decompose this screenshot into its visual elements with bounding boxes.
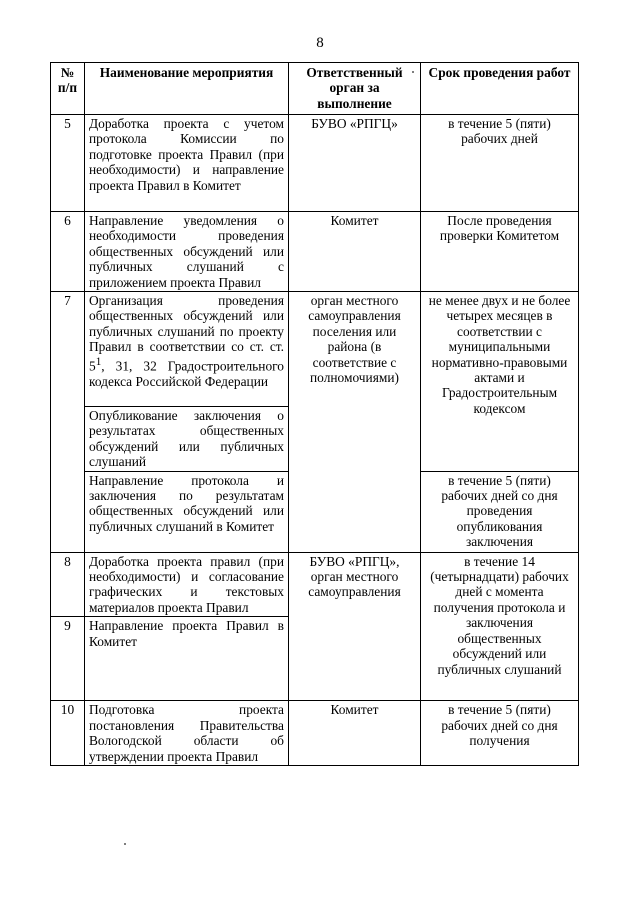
cell-term: в течение 5 (пяти) рабочих дней	[421, 115, 579, 212]
scan-speck	[124, 843, 126, 845]
cell-num: 9	[51, 617, 85, 701]
cell-name	[85, 292, 289, 407]
cell-term: не менее двух и не более четырех месяцев в соответствии с муниципальными нормативно-правовыми актами и Градостроительным кодексом	[421, 292, 579, 472]
cell-num: 8	[51, 552, 85, 617]
cell-term: После проведения проверки Комитетом	[421, 212, 579, 292]
cell-responsible: Комитет	[289, 212, 421, 292]
cell-term: в течение 5 (пяти) рабочих дней со дня получения	[421, 701, 579, 766]
header-term: Срок проведения работ	[421, 63, 579, 115]
cell-name: Подготовка проекта постановления Правительства Вологодской области об утверждении проекта Правил	[85, 701, 289, 766]
cell-name: Доработка проекта правил (при необходимости) и согласование графических и текстовых материалов проекта Правил	[85, 552, 289, 617]
cell-num: 5	[51, 115, 85, 212]
cell-responsible: БУВО «РПГЦ»	[289, 115, 421, 212]
cell-term: в течение 14 (четырнадцати) рабочих дней с момента получения протокола и заключения общественных обсуждений или публичных слушаний	[421, 552, 579, 701]
header-num: № п/п	[51, 63, 85, 115]
table-row	[51, 701, 579, 766]
cell-name: Направление уведомления о необходимости проведения общественных обсуждений или публичных слушаний с приложением проекта Правил	[85, 212, 289, 292]
table-header-row	[51, 63, 579, 115]
cell-num: 6	[51, 212, 85, 292]
cell-name-text: Организация проведения общественных обсуждений или публичных слушаний по проекту Правил в соответствии со ст. ст. 5	[89, 293, 284, 374]
table-row	[51, 292, 579, 407]
table-row	[51, 212, 579, 292]
cell-responsible: орган местного самоуправления поселения или района (в соответствие с полномочиями)	[289, 292, 421, 553]
cell-name: Опубликование заключения о результатах общественных обсуждений или публичных слушаний	[85, 407, 289, 472]
page-number: 8	[316, 35, 324, 51]
header-responsible: Ответственный орган за выполнение	[289, 63, 421, 115]
cell-term: в течение 5 (пяти) рабочих дней со дня проведения опубликования заключения	[421, 471, 579, 552]
cell-name: Направление протокола и заключения по результатам общественных обсуждений или публичных слушаний в Комитет	[85, 471, 289, 552]
header-name: Наименование мероприятия	[85, 63, 289, 115]
cell-name: Доработка проекта с учетом протокола Комиссии по подготовке проекта Правил (при необходимости) и направление проекта Правил в Комитет	[85, 115, 289, 212]
cell-responsible: БУВО «РПГЦ», орган местного самоуправления	[289, 552, 421, 701]
cell-name-text: , 31, 32 Градостроительного кодекса Российской Федерации	[89, 358, 284, 389]
table-row	[51, 115, 579, 212]
schedule-table	[50, 62, 579, 766]
cell-num: 7	[51, 292, 85, 553]
superscript: 1	[95, 355, 102, 368]
scan-speck	[412, 71, 414, 73]
table-row	[51, 552, 579, 617]
cell-num: 10	[51, 701, 85, 766]
cell-name: Направление проекта Правил в Комитет	[85, 617, 289, 701]
cell-responsible: Комитет	[289, 701, 421, 766]
